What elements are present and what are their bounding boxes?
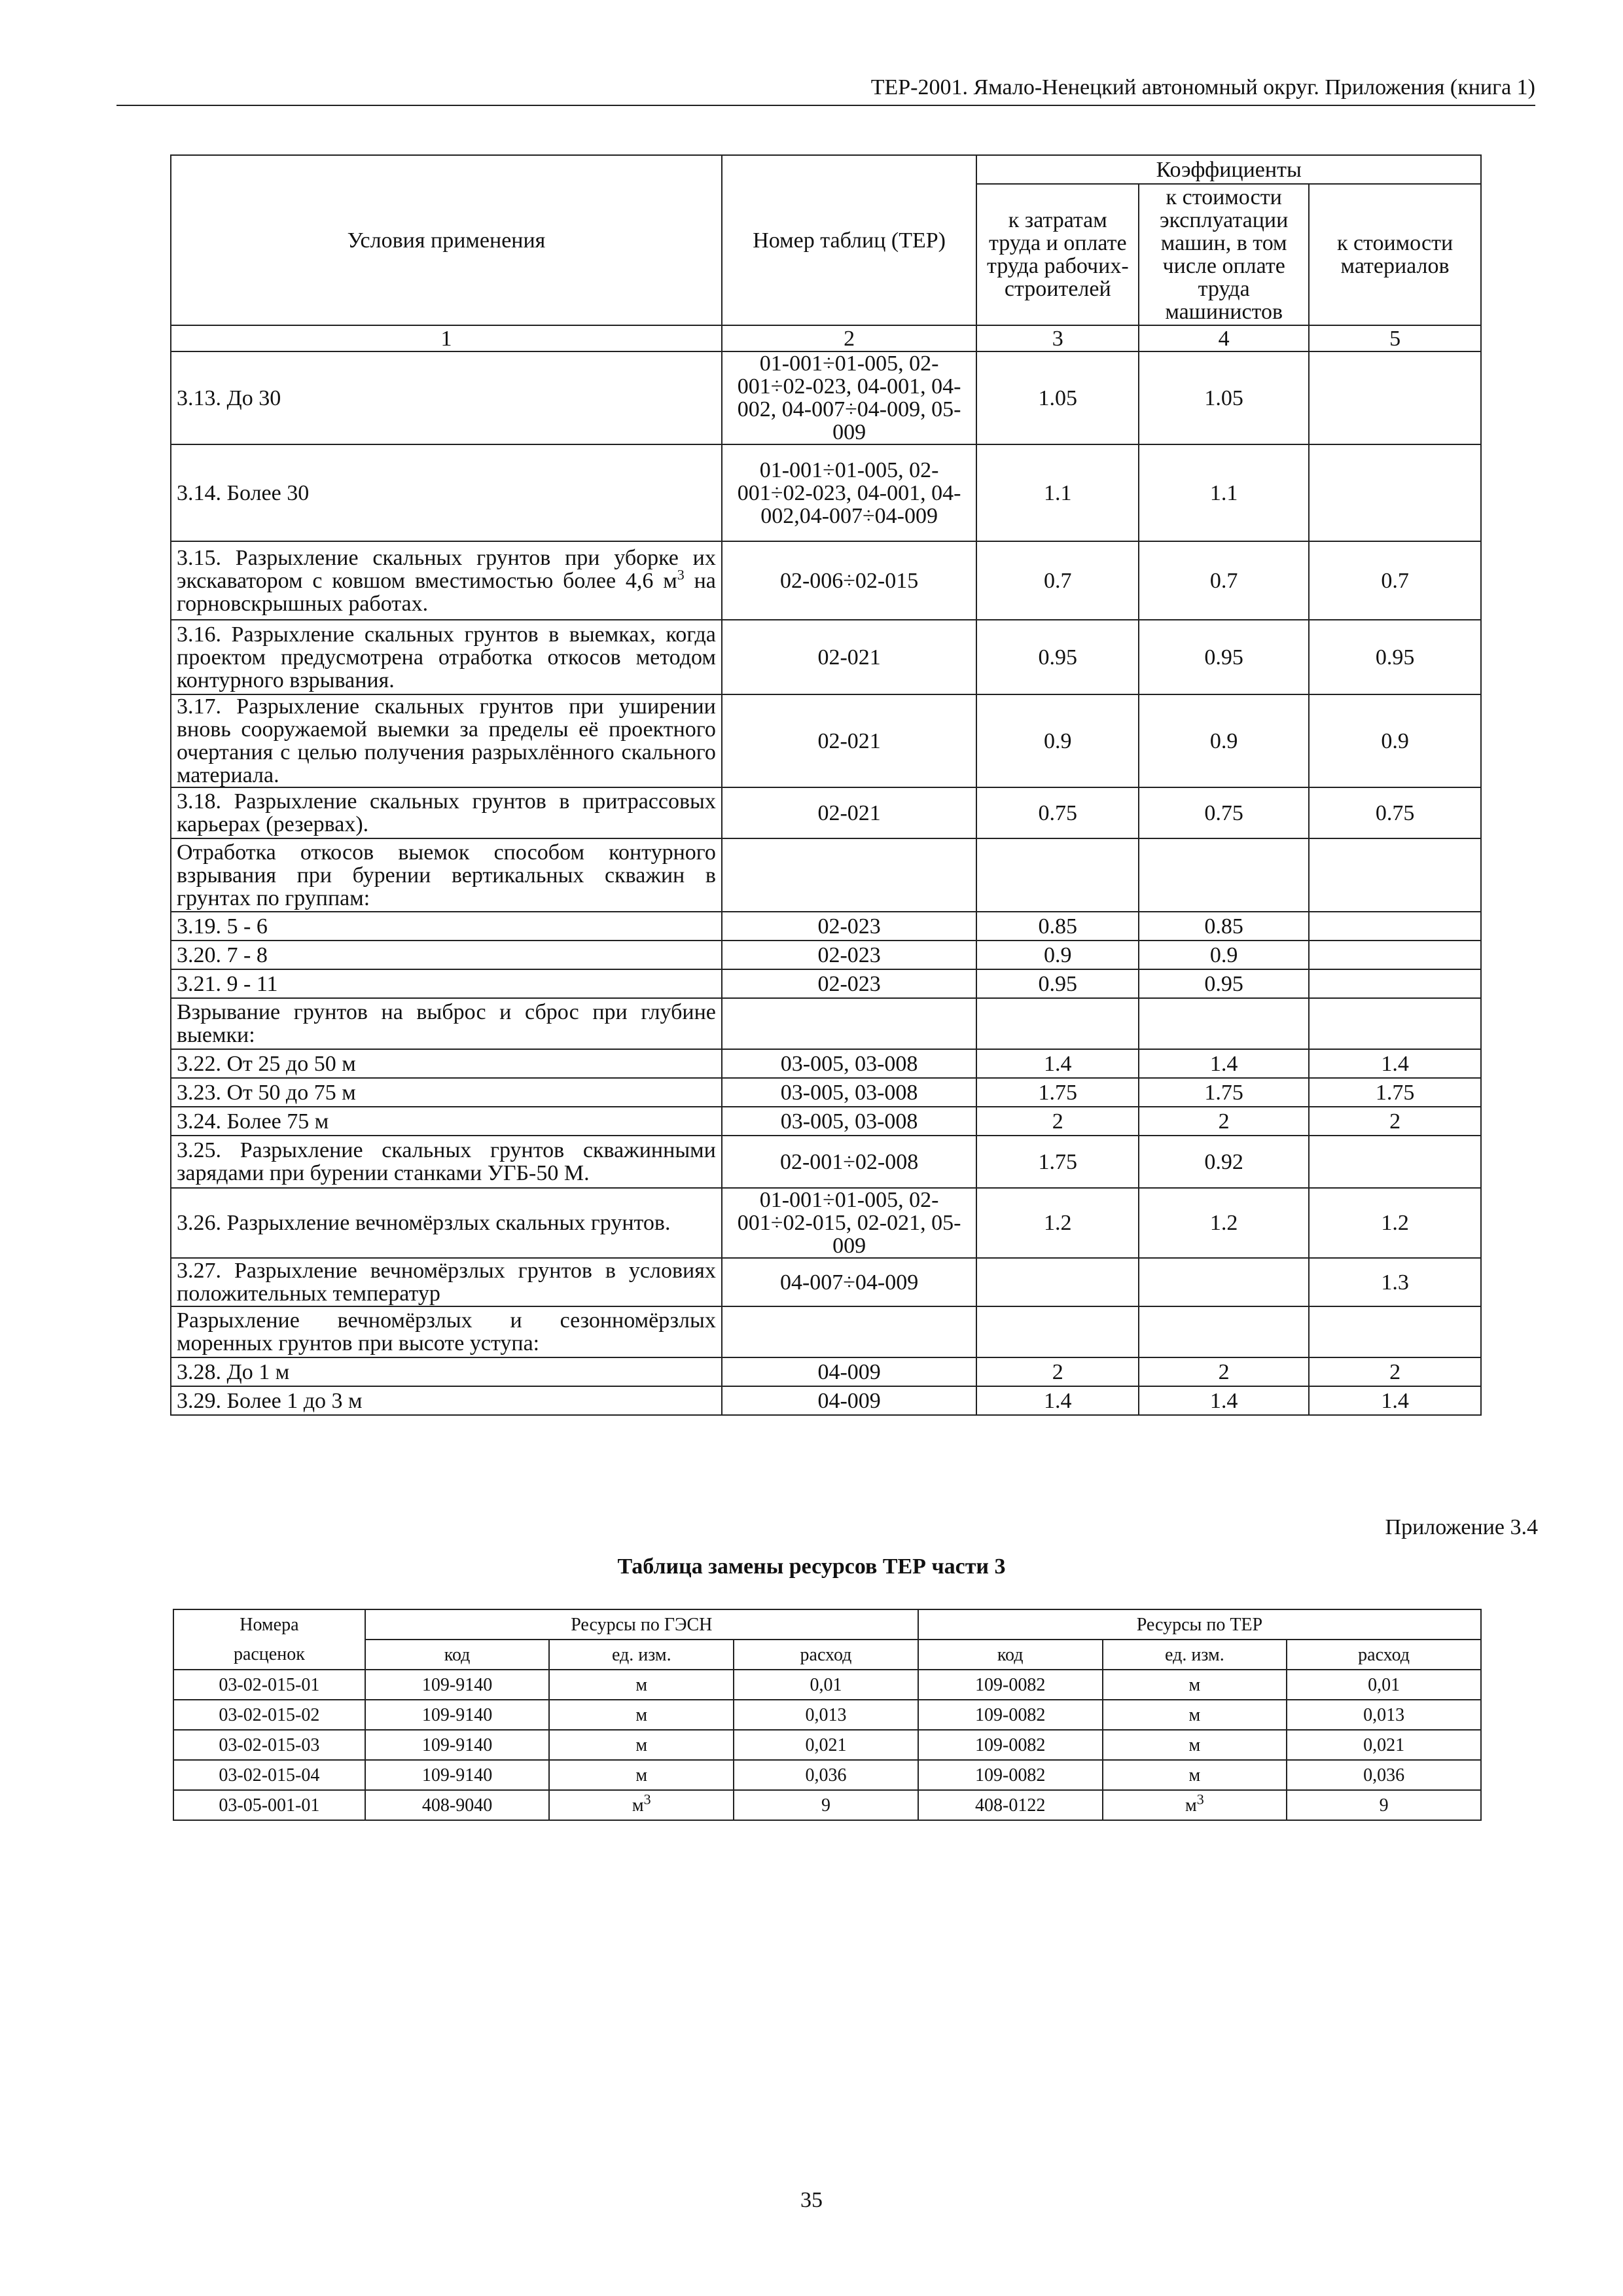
machines-coefficient-cell: 0.9	[1139, 941, 1309, 969]
ter-code-cell-text: 109-0082	[975, 1674, 1046, 1695]
coefficient-row	[171, 1188, 1481, 1258]
gesn-code-cell	[365, 1790, 550, 1820]
machines-coefficient-cell: 0.95	[1139, 620, 1309, 694]
ter-unit-cell-text: м	[1188, 1765, 1201, 1785]
gesn-unit-cell-text: м	[632, 1795, 644, 1816]
ter-consumption-cell-text: 0,021	[1363, 1734, 1405, 1755]
condition-cell	[171, 1078, 722, 1107]
table-numbers-cell: 03-005, 03-008	[722, 1049, 976, 1078]
rate-number-cell	[173, 1670, 365, 1700]
condition-cell	[171, 998, 722, 1049]
condition-cell	[171, 912, 722, 941]
machines-coefficient-cell: 1.05	[1139, 351, 1309, 444]
column-number: 3	[976, 325, 1139, 351]
ter-consumption-cell-text: 0,01	[1368, 1674, 1400, 1695]
condition-text: 3.16. Разрыхление скальных грунтов в выемках, когда проектом предусмотрена отработка откосов методом контурного взрывания.	[177, 622, 716, 692]
materials-coefficient-cell: 1.4	[1309, 1386, 1481, 1415]
table-numbers-cell: 03-005, 03-008	[722, 1107, 976, 1136]
machines-coefficient-cell: 0.7	[1139, 541, 1309, 620]
resource-row	[173, 1730, 1481, 1760]
labor-coefficient-cell: 0.95	[976, 969, 1139, 998]
materials-coefficient-cell: 1.2	[1309, 1188, 1481, 1258]
header-gesn-resources: Ресурсы по ГЭСН	[365, 1609, 918, 1640]
coefficient-row	[171, 1306, 1481, 1357]
gesn-consumption-cell	[734, 1760, 918, 1790]
coefficient-row	[171, 620, 1481, 694]
coefficients-table	[170, 154, 1482, 1416]
gesn-code-cell	[365, 1670, 550, 1700]
condition-cell	[171, 1107, 722, 1136]
gesn-consumption-cell	[734, 1700, 918, 1730]
ter-code-cell	[918, 1790, 1103, 1820]
condition-text: 3.20. 7 - 8	[177, 942, 268, 967]
materials-coefficient-cell: 0.75	[1309, 787, 1481, 838]
column-number: 1	[171, 325, 722, 351]
condition-text: Отработка откосов выемок способом контурного взрывания при бурении вертикальных скважин в грунтах по группам:	[177, 840, 716, 910]
rate-number-cell	[173, 1730, 365, 1760]
rate-number-cell	[173, 1700, 365, 1730]
resource-row	[173, 1790, 1481, 1820]
labor-coefficient-cell	[976, 1258, 1139, 1306]
condition-text: 3.22. От 25 до 50 м	[177, 1051, 356, 1076]
materials-coefficient-cell: 0.7	[1309, 541, 1481, 620]
labor-coefficient-cell: 1.75	[976, 1078, 1139, 1107]
column-number-row	[171, 325, 1481, 351]
gesn-consumption-cell-text: 9	[821, 1795, 830, 1816]
header-coefficients: Коэффициенты	[976, 155, 1481, 184]
condition-text: 3.17. Разрыхление скальных грунтов при уширении вновь сооружаемой выемки за пределы её проектного очертания с целью получения разрыхлённого скального материала.	[177, 694, 716, 787]
ter-consumption-cell-text: 9	[1379, 1795, 1389, 1816]
machines-coefficient-cell: 1.4	[1139, 1049, 1309, 1078]
resource-row	[173, 1760, 1481, 1790]
resource-replacement-table	[173, 1609, 1482, 1821]
gesn-unit-cell	[549, 1730, 734, 1760]
condition-text: 3.27. Разрыхление вечномёрзлых грунтов в условиях положительных температур	[177, 1259, 716, 1306]
condition-cell	[171, 838, 722, 912]
labor-coefficient-cell: 0.7	[976, 541, 1139, 620]
header-rate-numbers-line2: расценок	[173, 1640, 365, 1670]
gesn-code-cell-text: 109-9140	[421, 1765, 493, 1785]
header-ter-consumption: расход	[1287, 1640, 1481, 1670]
condition-text: 3.15. Разрыхление скальных грунтов при уборке их экскаватором с ковшом вместимостью более 4,6 м	[177, 545, 716, 593]
gesn-consumption-cell-text: 0,01	[810, 1674, 842, 1695]
ter-unit-cell-text: м	[1185, 1795, 1197, 1816]
materials-coefficient-cell	[1309, 941, 1481, 969]
condition-cell	[171, 1136, 722, 1188]
machines-coefficient-cell: 2	[1139, 1357, 1309, 1386]
gesn-unit-cell-text: м	[635, 1704, 648, 1725]
machines-coefficient-cell: 0.95	[1139, 969, 1309, 998]
ter-consumption-cell-text: 0,036	[1363, 1765, 1405, 1785]
materials-coefficient-cell	[1309, 444, 1481, 541]
coefficient-row	[171, 351, 1481, 444]
table-numbers-cell	[722, 1306, 976, 1357]
machines-coefficient-cell: 0.85	[1139, 912, 1309, 941]
coefficient-row	[171, 998, 1481, 1049]
machines-coefficient-cell	[1139, 1306, 1309, 1357]
column-number: 2	[722, 325, 976, 351]
ter-unit-cell	[1103, 1760, 1287, 1790]
header-rate-numbers: Номера	[173, 1609, 365, 1640]
ter-unit-cell	[1103, 1700, 1287, 1730]
resource-row	[173, 1700, 1481, 1730]
labor-coefficient-cell: 1.75	[976, 1136, 1139, 1188]
rate-number-cell	[173, 1760, 365, 1790]
ter-code-cell	[918, 1700, 1103, 1730]
ter-consumption-cell	[1287, 1760, 1481, 1790]
table-numbers-cell: 02-021	[722, 787, 976, 838]
header-ter-code: код	[918, 1640, 1103, 1670]
materials-coefficient-cell: 1.75	[1309, 1078, 1481, 1107]
column-number: 5	[1309, 325, 1481, 351]
gesn-code-cell	[365, 1700, 550, 1730]
materials-coefficient-cell	[1309, 1306, 1481, 1357]
machines-coefficient-cell	[1139, 838, 1309, 912]
table-numbers-cell: 01-001÷01-005, 02-001÷02-023, 04-001, 04-002, 04-007÷04-009, 05-009	[722, 351, 976, 444]
gesn-code-cell-text: 109-9140	[421, 1674, 493, 1695]
resource-table-body	[173, 1670, 1481, 1820]
coefficients-table-body	[171, 351, 1481, 1415]
table-numbers-cell: 02-023	[722, 912, 976, 941]
rate-number-cell-text: 03-02-015-01	[219, 1674, 320, 1695]
table-numbers-cell	[722, 998, 976, 1049]
materials-coefficient-cell: 0.9	[1309, 694, 1481, 787]
condition-text: 3.24. Более 75 м	[177, 1109, 329, 1134]
header-ter-resources: Ресурсы по ТЕР	[918, 1609, 1481, 1640]
ter-code-cell-text: 408-0122	[975, 1795, 1046, 1816]
gesn-unit-cell	[549, 1670, 734, 1700]
labor-coefficient-cell: 0.85	[976, 912, 1139, 941]
ter-code-cell-text: 109-0082	[975, 1704, 1046, 1725]
gesn-consumption-cell	[734, 1670, 918, 1700]
labor-coefficient-cell: 1.1	[976, 444, 1139, 541]
ter-consumption-cell	[1287, 1730, 1481, 1760]
table-numbers-cell: 02-021	[722, 694, 976, 787]
condition-text: 3.29. Более 1 до 3 м	[177, 1388, 363, 1413]
gesn-unit-cell	[549, 1760, 734, 1790]
coefficient-row	[171, 444, 1481, 541]
condition-text: Разрыхление вечномёрзлых и сезонномёрзлых моренных грунтов при высоте уступа:	[177, 1308, 716, 1355]
unit-exponent: 3	[643, 1791, 651, 1808]
table-numbers-cell: 04-009	[722, 1386, 976, 1415]
condition-text: 3.21. 9 - 11	[177, 971, 278, 996]
materials-coefficient-cell: 2	[1309, 1107, 1481, 1136]
table-numbers-cell: 03-005, 03-008	[722, 1078, 976, 1107]
gesn-unit-cell-text: м	[635, 1765, 648, 1785]
labor-coefficient-cell	[976, 838, 1139, 912]
materials-coefficient-cell	[1309, 351, 1481, 444]
materials-coefficient-cell: 1.3	[1309, 1258, 1481, 1306]
materials-coefficient-cell	[1309, 838, 1481, 912]
condition-cell	[171, 541, 722, 620]
rate-number-cell-text: 03-02-015-02	[219, 1704, 320, 1725]
labor-coefficient-cell	[976, 1306, 1139, 1357]
condition-text: 3.28. До 1 м	[177, 1359, 290, 1384]
condition-text: Взрывание грунтов на выброс и сброс при глубине выемки:	[177, 1000, 716, 1047]
gesn-consumption-cell-text: 0,013	[805, 1704, 847, 1725]
condition-cell	[171, 620, 722, 694]
machines-coefficient-cell: 1.4	[1139, 1386, 1309, 1415]
labor-coefficient-cell: 0.9	[976, 694, 1139, 787]
machines-coefficient-cell	[1139, 998, 1309, 1049]
condition-cell	[171, 941, 722, 969]
gesn-consumption-cell	[734, 1790, 918, 1820]
table-numbers-cell: 04-009	[722, 1357, 976, 1386]
header-materials: к стоимости материалов	[1309, 184, 1481, 325]
ter-consumption-cell	[1287, 1700, 1481, 1730]
labor-coefficient-cell: 0.95	[976, 620, 1139, 694]
machines-coefficient-cell	[1139, 1258, 1309, 1306]
ter-unit-cell-text: м	[1188, 1704, 1201, 1725]
gesn-consumption-cell-text: 0,036	[805, 1765, 847, 1785]
ter-code-cell	[918, 1730, 1103, 1760]
condition-text: 3.26. Разрыхление вечномёрзлых скальных грунтов.	[177, 1211, 671, 1235]
rate-number-cell	[173, 1790, 365, 1820]
table-numbers-cell: 01-001÷01-005, 02-001÷02-023, 04-001, 04-002,04-007÷04-009	[722, 444, 976, 541]
machines-coefficient-cell: 1.75	[1139, 1078, 1309, 1107]
materials-coefficient-cell: 0.95	[1309, 620, 1481, 694]
appendix-label: Приложение 3.4	[1385, 1515, 1538, 1539]
ter-code-cell	[918, 1670, 1103, 1700]
machines-coefficient-cell: 2	[1139, 1107, 1309, 1136]
page-number: 35	[800, 2188, 823, 2212]
materials-coefficient-cell	[1309, 998, 1481, 1049]
machines-coefficient-cell: 0.75	[1139, 787, 1309, 838]
ter-consumption-cell-text: 0,013	[1363, 1704, 1405, 1725]
labor-coefficient-cell: 1.2	[976, 1188, 1139, 1258]
ter-unit-cell-text: м	[1188, 1734, 1201, 1755]
labor-coefficient-cell: 2	[976, 1357, 1139, 1386]
labor-coefficient-cell: 1.05	[976, 351, 1139, 444]
table-numbers-cell: 02-001÷02-008	[722, 1136, 976, 1188]
condition-cell	[171, 969, 722, 998]
condition-text: 3.18. Разрыхление скальных грунтов в притрассовых карьерах (резервах).	[177, 789, 716, 836]
header-labor: к затратам труда и оплате труда рабочих-строителей	[976, 184, 1139, 325]
gesn-unit-cell	[549, 1790, 734, 1820]
gesn-code-cell-text: 408-9040	[421, 1795, 493, 1816]
table-numbers-cell: 02-023	[722, 969, 976, 998]
condition-cell	[171, 1188, 722, 1258]
coefficient-row	[171, 541, 1481, 620]
gesn-code-cell-text: 109-9140	[421, 1734, 493, 1755]
table-numbers-cell: 04-007÷04-009	[722, 1258, 976, 1306]
gesn-unit-cell-text: м	[635, 1674, 648, 1695]
ter-code-cell	[918, 1760, 1103, 1790]
coefficient-row	[171, 1078, 1481, 1107]
coefficient-row	[171, 1107, 1481, 1136]
coefficient-row	[171, 941, 1481, 969]
machines-coefficient-cell: 1.1	[1139, 444, 1309, 541]
machines-coefficient-cell: 0.9	[1139, 694, 1309, 787]
labor-coefficient-cell: 0.9	[976, 941, 1139, 969]
materials-coefficient-cell	[1309, 969, 1481, 998]
coefficient-row	[171, 969, 1481, 998]
table-title: Таблица замены ресурсов ТЕР части 3	[617, 1554, 1006, 1579]
materials-coefficient-cell	[1309, 912, 1481, 941]
condition-text: 3.19. 5 - 6	[177, 914, 268, 939]
condition-cell	[171, 694, 722, 787]
table-numbers-cell: 01-001÷01-005, 02-001÷02-015, 02-021, 05-009	[722, 1188, 976, 1258]
rate-number-cell-text: 03-05-001-01	[219, 1795, 320, 1816]
table-numbers-cell: 02-023	[722, 941, 976, 969]
table-numbers-cell: 02-006÷02-015	[722, 541, 976, 620]
coefficient-row	[171, 1386, 1481, 1415]
condition-cell	[171, 351, 722, 444]
gesn-code-cell	[365, 1760, 550, 1790]
ter-unit-cell	[1103, 1730, 1287, 1760]
rate-number-cell-text: 03-02-015-03	[219, 1734, 320, 1755]
column-number: 4	[1139, 325, 1309, 351]
header-gesn-unit: ед. изм.	[549, 1640, 734, 1670]
condition-cell	[171, 1258, 722, 1306]
condition-cell	[171, 1049, 722, 1078]
resource-row	[173, 1670, 1481, 1700]
gesn-consumption-cell	[734, 1730, 918, 1760]
header-conditions: Условия применения	[171, 155, 722, 325]
materials-coefficient-cell: 1.4	[1309, 1049, 1481, 1078]
ter-unit-cell-text: м	[1188, 1674, 1201, 1695]
coefficient-row	[171, 1136, 1481, 1188]
condition-cell	[171, 1357, 722, 1386]
coefficient-row	[171, 787, 1481, 838]
condition-text: 3.23. От 50 до 75 м	[177, 1080, 356, 1105]
machines-coefficient-cell: 0.92	[1139, 1136, 1309, 1188]
materials-coefficient-cell	[1309, 1136, 1481, 1188]
table-numbers-cell	[722, 838, 976, 912]
condition-text: 3.14. Более 30	[177, 480, 310, 505]
condition-text: 3.13. До 30	[177, 386, 281, 410]
machines-coefficient-cell: 1.2	[1139, 1188, 1309, 1258]
materials-coefficient-cell: 2	[1309, 1357, 1481, 1386]
unit-exponent: 3	[1196, 1791, 1204, 1808]
gesn-code-cell-text: 109-9140	[421, 1704, 493, 1725]
gesn-consumption-cell-text: 0,021	[805, 1734, 847, 1755]
header-table-numbers: Номер таблиц (ТЕР)	[722, 155, 976, 325]
coefficient-row	[171, 1258, 1481, 1306]
running-header: ТЕР-2001. Ямало-Ненецкий автономный округ. Приложения (книга 1)	[116, 73, 1535, 106]
condition-text: 3.25. Разрыхление скальных грунтов скважинными зарядами при бурении станками УГБ-50 М.	[177, 1138, 716, 1185]
table-numbers-cell: 02-021	[722, 620, 976, 694]
header-gesn-code: код	[365, 1640, 550, 1670]
ter-code-cell-text: 109-0082	[975, 1765, 1046, 1785]
header-ter-unit: ед. изм.	[1103, 1640, 1287, 1670]
unit-exponent: 3	[677, 566, 685, 583]
ter-unit-cell	[1103, 1790, 1287, 1820]
labor-coefficient-cell: 2	[976, 1107, 1139, 1136]
condition-cell	[171, 444, 722, 541]
coefficient-row	[171, 1049, 1481, 1078]
rate-number-cell-text: 03-02-015-04	[219, 1765, 320, 1785]
condition-cell	[171, 1306, 722, 1357]
header-gesn-consumption: расход	[734, 1640, 918, 1670]
ter-consumption-cell	[1287, 1790, 1481, 1820]
ter-code-cell-text: 109-0082	[975, 1734, 1046, 1755]
gesn-unit-cell	[549, 1700, 734, 1730]
condition-cell	[171, 1386, 722, 1415]
labor-coefficient-cell: 1.4	[976, 1386, 1139, 1415]
coefficient-row	[171, 838, 1481, 912]
coefficient-row	[171, 1357, 1481, 1386]
gesn-code-cell	[365, 1730, 550, 1760]
coefficient-row	[171, 912, 1481, 941]
condition-cell	[171, 787, 722, 838]
labor-coefficient-cell	[976, 998, 1139, 1049]
labor-coefficient-cell: 0.75	[976, 787, 1139, 838]
coefficient-row	[171, 694, 1481, 787]
labor-coefficient-cell: 1.4	[976, 1049, 1139, 1078]
ter-unit-cell	[1103, 1670, 1287, 1700]
condition-text-continued: на горновскрышных работах.	[177, 568, 716, 616]
header-machines: к стоимости эксплуатации машин, в том числе оплате труда машинистов	[1139, 184, 1309, 325]
gesn-unit-cell-text: м	[635, 1734, 648, 1755]
ter-consumption-cell	[1287, 1670, 1481, 1700]
